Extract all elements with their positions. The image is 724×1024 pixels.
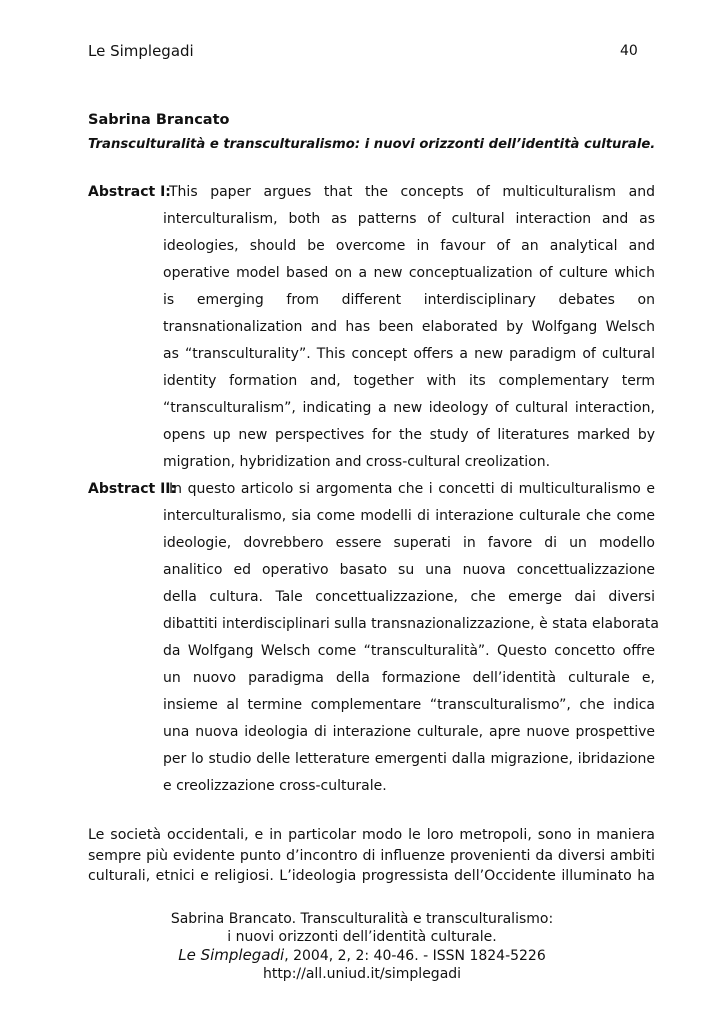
abstract-line: ideologie, dovrebbero essere superati in favore di un modello (163, 535, 655, 551)
footer-journal-line (0, 946, 724, 965)
abstract-line: della cultura. Tale concettualizzazione, che emerge dai diversi (163, 589, 655, 605)
abstract-line: un nuovo paradigma della formazione dell’identità culturale e, (163, 670, 655, 686)
header-journal-name: Le Simplegadi (88, 42, 194, 60)
abstract-line: identity formation and, together with its complementary term (163, 373, 655, 389)
abstract-line: operative model based on a new conceptualization of culture which (163, 265, 655, 281)
footer-citation-line: i nuovi orizzonti dell’identità culturale. (227, 929, 497, 945)
abstract-line: e creolizzazione cross-culturale. (163, 778, 387, 794)
footer-journal-details: , 2004, 2, 2: 40-46. - ISSN 1824-5226 (284, 948, 546, 964)
body-line: culturali, etnici e religiosi. L’ideologia progressista dell’Occidente illuminato ha (88, 868, 655, 884)
abstract-line: migration, hybridization and cross-cultural creolization. (163, 454, 551, 470)
footer-url: http://all.uniud.it/simplegadi (262, 966, 462, 982)
footer-citation (0, 910, 724, 983)
abstract-line: “transculturalism”, indicating a new ideology of cultural interaction, (163, 400, 655, 416)
page-number: 40 (620, 43, 638, 59)
abstract-label: Abstract II: (88, 481, 177, 497)
abstract-line: In questo articolo si argomenta che i concetti di multiculturalismo e (169, 481, 655, 497)
abstract-label: Abstract I: (88, 184, 171, 200)
abstract-line: analitico ed operativo basato su una nuova concettualizzazione (163, 562, 655, 578)
abstract-line: ideologies, should be overcome in favour of an analytical and (163, 238, 655, 254)
abstract-line: dibattiti interdisciplinari sulla transnazionalizzazione, è stata elaborata (163, 616, 659, 632)
abstract-line: transnationalization and has been elaborated by Wolfgang Welsch (163, 319, 655, 335)
article-author: Sabrina Brancato (88, 112, 230, 128)
body-paragraph (88, 825, 655, 887)
abstract-line: interculturalismo, sia come modelli di interazione culturale che come (163, 508, 655, 524)
abstract-line: insieme al termine complementare “transculturalismo”, che indica (163, 697, 655, 713)
body-line: Le società occidentali, e in particolar modo le loro metropoli, sono in maniera (88, 827, 655, 843)
abstract-line: per lo studio delle letterature emergenti dalla migrazione, ibridazione (163, 751, 655, 767)
abstract-line: da Wolfgang Welsch come “transculturalità”. Questo concetto offre (163, 643, 655, 659)
body-line: sempre più evidente punto d’incontro di influenze provenienti da diversi ambiti (88, 847, 655, 864)
abstract-line: This paper argues that the concepts of multiculturalism and (169, 184, 655, 200)
abstract-line: una nuova ideologia di interazione culturale, apre nuove prospettive (163, 724, 655, 740)
abstract-line: is emerging from different interdisciplinary debates on (163, 292, 655, 308)
article-title: Transculturalità e transculturalismo: i nuovi orizzonti dell’identità culturale. (88, 137, 656, 152)
footer-journal-name: Le Simplegadi (178, 946, 285, 964)
abstract-line: opens up new perspectives for the study of literatures marked by (163, 427, 655, 443)
footer-citation-line: Sabrina Brancato. Transculturalità e transculturalismo: (170, 911, 554, 927)
abstract-line: as “transculturality”. This concept offers a new paradigm of cultural (163, 346, 655, 362)
abstract-line: interculturalism, both as patterns of cultural interaction and as (163, 211, 655, 227)
